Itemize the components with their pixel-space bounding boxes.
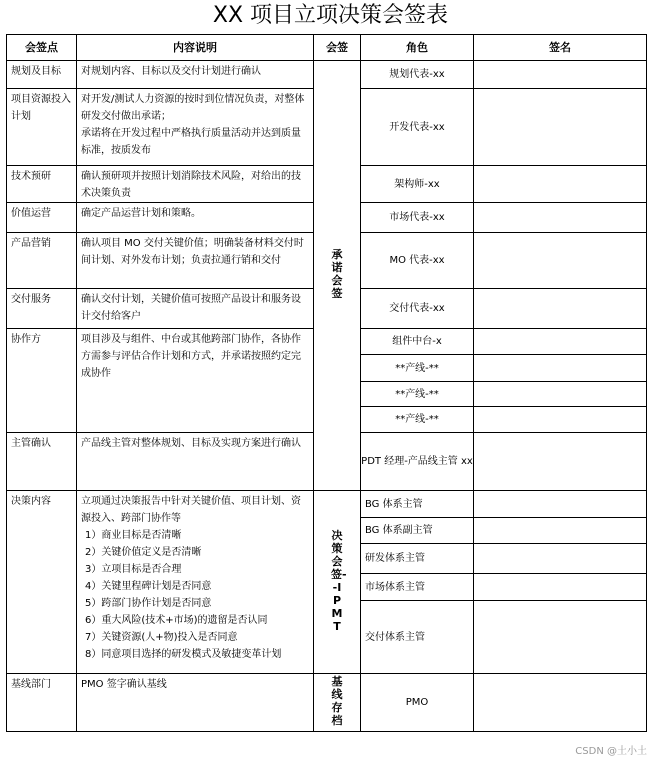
- sign-point-cell: 基线部门: [7, 674, 77, 732]
- watermark: CSDN @土小土: [575, 746, 647, 757]
- list-item: 3）立项目标是否合理: [85, 564, 182, 575]
- description-line: 立项通过决策报告中针对关键价值、项目计划、资源投入、跨部门协作等: [81, 496, 301, 524]
- description-cell: 产品线主管对整体规划、目标及实现方案进行确认: [77, 433, 314, 491]
- list-item: 8）同意项目选择的研发模式及敏捷变革计划: [85, 649, 282, 660]
- group-baseline-cell: [314, 674, 361, 732]
- signature-cell[interactable]: [474, 574, 647, 601]
- table-row: [7, 61, 647, 89]
- signature-cell[interactable]: [474, 518, 647, 544]
- sign-point-cell: 主管确认: [7, 433, 77, 491]
- sign-point-cell: 价值运营: [7, 203, 77, 233]
- signature-cell[interactable]: [474, 407, 647, 433]
- role-cell: PDT 经理-产品线主管 xx: [361, 433, 474, 491]
- role-cell: 架构师-xx: [361, 166, 474, 203]
- header-row: [7, 35, 647, 61]
- role-cell: BG 体系主管: [361, 491, 474, 518]
- sign-point-cell: 决策内容: [7, 491, 77, 674]
- group-decision-cell: [314, 491, 361, 674]
- description-cell: 确认预研项并按照计划消除技术风险，对给出的技术决策负责: [77, 166, 314, 203]
- role-cell: PMO: [361, 674, 474, 732]
- role-cell: **产线-**: [361, 355, 474, 382]
- description-cell: [77, 89, 314, 166]
- role-cell: 研发体系主管: [361, 544, 474, 574]
- table-row: [7, 674, 647, 732]
- signature-cell[interactable]: [474, 601, 647, 674]
- sign-point-cell: 项目资源投入计划: [7, 89, 77, 166]
- role-cell: 市场代表-xx: [361, 203, 474, 233]
- description-line: 对开发/测试人力资源的按时到位情况负责，对整体研发交付做出承诺；: [81, 94, 305, 122]
- list-item: 5）跨部门协作计划是否同意: [85, 598, 212, 609]
- group-commit-cell: [314, 61, 361, 491]
- list-item: 2）关键价值定义是否清晰: [85, 547, 202, 558]
- signature-cell[interactable]: [474, 289, 647, 329]
- signature-cell[interactable]: [474, 355, 647, 382]
- sign-point-cell: 协作方: [7, 329, 77, 433]
- list-item: 6）重大风险(技术+市场)的遗留是否认同: [85, 615, 268, 626]
- description-cell: PMO 签字确认基线: [77, 674, 314, 732]
- header-signoff: 会签: [314, 35, 361, 61]
- decision-list: [81, 527, 310, 663]
- signature-cell[interactable]: [474, 382, 647, 407]
- role-cell: MO 代表-xx: [361, 233, 474, 289]
- role-cell: BG 体系副主管: [361, 518, 474, 544]
- list-item: 4）关键里程碑计划是否同意: [85, 581, 212, 592]
- description-line: 承诺将在开发过程中严格执行质量活动并达到质量标准，按质发布: [81, 128, 301, 156]
- sign-point-cell: 产品营销: [7, 233, 77, 289]
- sign-point-cell: 技术预研: [7, 166, 77, 203]
- header-role: 角色: [361, 35, 474, 61]
- header-signature: 签名: [474, 35, 647, 61]
- list-item: 7）关键资源(人+物)投入是否同意: [85, 632, 238, 643]
- description-cell: 确认项目 MO 交付关键价值；明确装备材料交付时间计划、对外发布计划；负责拉通行销和交付: [77, 233, 314, 289]
- header-description: 内容说明: [77, 35, 314, 61]
- role-cell: **产线-**: [361, 407, 474, 433]
- role-cell: 开发代表-xx: [361, 89, 474, 166]
- role-cell: 规划代表-xx: [361, 61, 474, 89]
- role-cell: 组件中台-x: [361, 329, 474, 355]
- description-cell: 确定产品运营计划和策略。: [77, 203, 314, 233]
- sign-point-cell: 交付服务: [7, 289, 77, 329]
- signature-cell[interactable]: [474, 89, 647, 166]
- signature-cell[interactable]: [474, 674, 647, 732]
- header-sign-point: 会签点: [7, 35, 77, 61]
- role-cell: 交付代表-xx: [361, 289, 474, 329]
- sign-point-cell: 规划及目标: [7, 61, 77, 89]
- table-row: [7, 491, 647, 518]
- description-cell: 确认交付计划，关键价值可按照产品设计和服务设计交付给客户: [77, 289, 314, 329]
- role-cell: 市场体系主管: [361, 574, 474, 601]
- signature-cell[interactable]: [474, 203, 647, 233]
- signoff-table: [6, 34, 647, 732]
- signature-cell[interactable]: [474, 329, 647, 355]
- signature-cell[interactable]: [474, 544, 647, 574]
- signature-cell[interactable]: [474, 233, 647, 289]
- group-commit-label: 承诺会签: [331, 248, 343, 300]
- description-cell: [77, 491, 314, 674]
- group-decision-label: 决策会签--IPMT: [331, 528, 347, 633]
- signature-cell[interactable]: [474, 433, 647, 491]
- page-title: XX 项目立项决策会签表: [212, 3, 449, 28]
- role-cell: 交付体系主管: [361, 601, 474, 674]
- signature-cell[interactable]: [474, 166, 647, 203]
- description-cell: 对规划内容、目标以及交付计划进行确认: [77, 61, 314, 89]
- signature-cell[interactable]: [474, 491, 647, 518]
- signature-cell[interactable]: [474, 61, 647, 89]
- list-item: 1）商业目标是否清晰: [85, 530, 182, 541]
- role-cell: **产线-**: [361, 382, 474, 407]
- description-cell: 项目涉及与组件、中台或其他跨部门协作，各协作方需参与评估合作计划和方式，并承诺按照约定完成协作: [77, 329, 314, 433]
- group-baseline-label: 基线存档: [331, 675, 343, 727]
